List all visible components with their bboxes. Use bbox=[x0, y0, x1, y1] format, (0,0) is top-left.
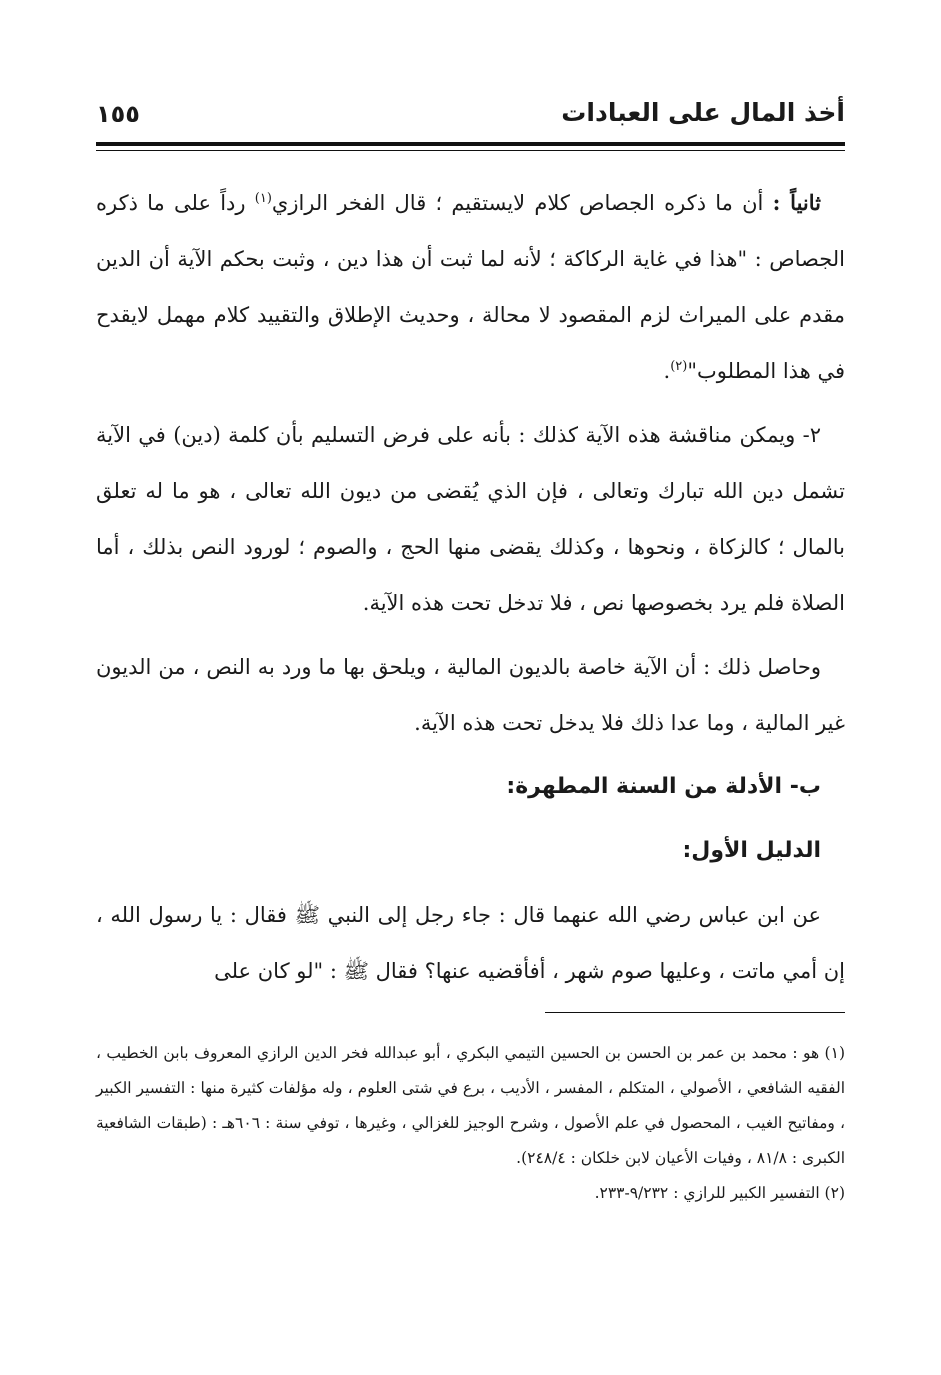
footnote-separator bbox=[545, 1012, 845, 1013]
page-number: ١٥٥ bbox=[96, 100, 140, 128]
section-heading-first-evidence: الدليل الأول: bbox=[682, 838, 821, 863]
section-heading-sunnah: ب- الأدلة من السنة المطهرة: bbox=[506, 774, 821, 799]
paragraph-1-lead: ثانياً : bbox=[772, 190, 821, 215]
footnote-1: (١) هو : محمد بن عمر بن الحسن بن الحسين التيمي البكري ، أبو عبدالله فخر الدين الرازي المعروف بابن الخطيب ، الفقيه الشافعي ، الأصولي ، المتكلم ، المفسر ، الأديب ، برع في شتى العلوم ، وله مؤلفات كثيرة منها : التفسير الكبير ، ومفاتيح الغيب ، المحصول في علم الأصول ، وشرح الوجيز للغزالي ، وغيرها ، توفي سنة : ٦٠٦هـ : (طبقات الشافعية الكبرى : ٨١/٨ ، وفيات الأعيان لابن خلكان : ٢٤٨/٤). bbox=[96, 1044, 845, 1167]
paragraph-1-end: . bbox=[663, 359, 671, 383]
paragraph-3: وحاصل ذلك : أن الآية خاصة بالديون المالية ، ويلحق بها ما ورد به النص ، من الديون غير المالية ، وما عدا ذلك فلا يدخل تحت هذه الآية. bbox=[96, 655, 845, 735]
footnotes bbox=[96, 1036, 845, 1211]
paragraph-4: عن ابن عباس رضي الله عنهما قال : جاء رجل إلى النبي ﷺ فقال : يا رسول الله ، إن أمي ماتت ، وعليها صوم شهر ، أفأقضيه عنها؟ فقال ﷺ : "لو كان على bbox=[96, 903, 845, 983]
paragraph-1 bbox=[96, 175, 845, 399]
main-text bbox=[96, 175, 845, 1007]
footnote-2: (٢) التفسير الكبير للرازي : ٩/٢٣٢-٢٣٣. bbox=[594, 1184, 845, 1202]
paragraph-1-text-b: رداً على ما ذكره الجصاص : "هذا في غاية الركاكة ؛ لأنه لما ثبت أن هذا دين ، وثبت بحكم الآية أن الدين مقدم على الميراث لزم المقصود لا محالة ، وحديث الإطلاق والتقييد كلام مهمل لايقدح في هذا المطلوب" bbox=[96, 191, 845, 383]
page-header bbox=[96, 96, 845, 140]
footnote-ref-2: (٢) bbox=[670, 359, 688, 374]
paragraph-2: ٢- ويمكن مناقشة هذه الآية كذلك : بأنه على فرض التسليم بأن كلمة (دين) في الآية تشمل دين الله تبارك وتعالى ، فإن الذي يُقضى من ديون الله تعالى ، هو ما له تعلق بالمال ؛ كالزكاة ، ونحوها ، وكذلك يقضى منها الحج ، والصوم ؛ لورود النص بذلك ، أما الصلاة فلم يرد بخصوصها نص ، فلا تدخل تحت هذه الآية. bbox=[96, 423, 845, 615]
header-rule-thin bbox=[96, 150, 845, 151]
footnote-ref-1: (١) bbox=[254, 191, 272, 206]
paragraph-1-text-a: أن ما ذكره الجصاص كلام لايستقيم ؛ قال الفخر الرازي bbox=[271, 191, 773, 215]
header-rule-thick bbox=[96, 142, 845, 146]
running-title: أخذ المال على العبادات bbox=[561, 98, 845, 127]
